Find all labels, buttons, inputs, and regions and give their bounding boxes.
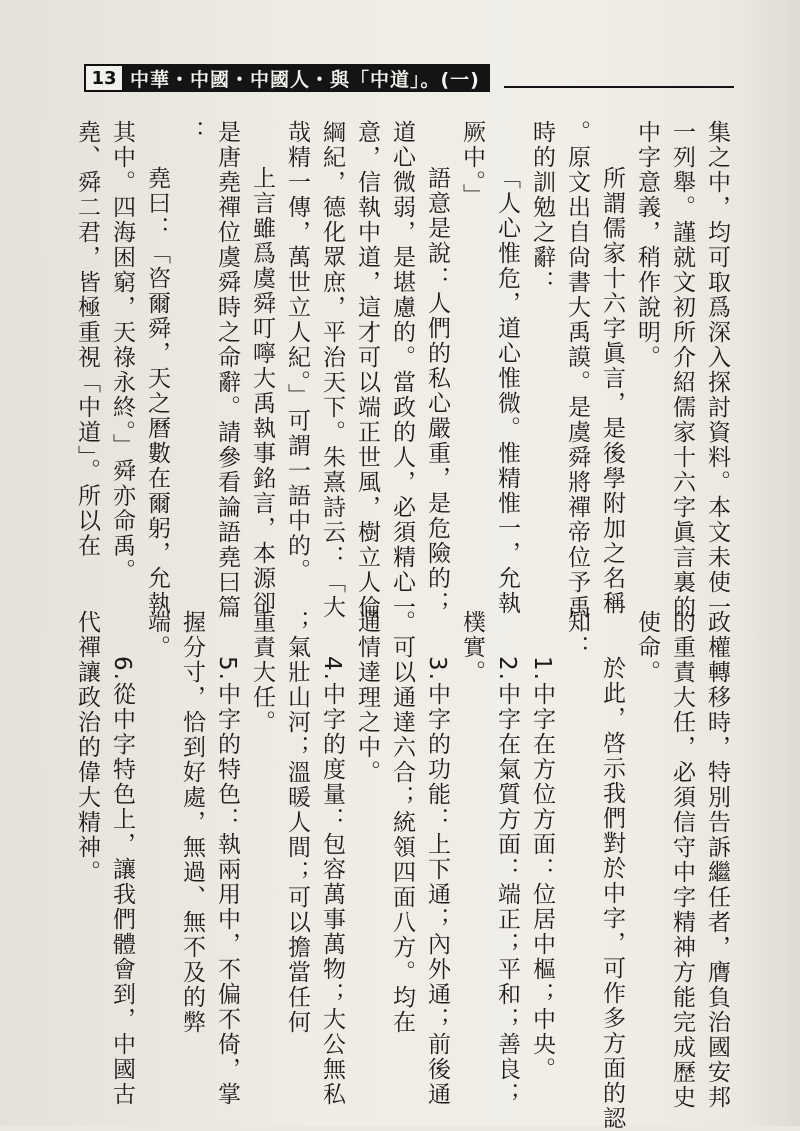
header-rule (504, 86, 734, 88)
list-item-continuation: 代禪讓政治的偉大精神。 (74, 610, 100, 885)
text-line: 一列舉。謹就文初所介紹儒家十六字眞言裏的 (669, 120, 695, 620)
list-item: 3.中字的功能：上下通；內外通；前後通 (424, 656, 450, 1107)
text-line: 的重責大任，必須信守中字精神方能完成歷史 (669, 610, 695, 1110)
text-line: 集之中，均可取爲深入探討資料。本文未使一 (704, 120, 730, 620)
list-item-continuation: 通情達理之中。 (354, 610, 380, 785)
list-item-continuation: ；氣壯山河；溫暖人間；可以擔當任何 (284, 610, 310, 1035)
list-item-continuation: 握分寸，恰到好處，無過、無不及的弊 (179, 610, 205, 1035)
text-line: 道心微弱，是堪慮的。當政的人，必須精心一 (389, 120, 415, 620)
text-line: 時的訓勉之辭： (529, 120, 555, 295)
quote-line: 「人心惟危，道心惟微。惟精惟一，允執 (494, 166, 520, 616)
text-line: 上言雖爲虞舜叮嚀大禹執事銘言，本源卻 (249, 166, 275, 616)
text-line: 是唐堯禪位虞舜時之命辭。請參看論語堯曰篇 (214, 120, 240, 620)
list-item: 2.中字在氣質方面：端正；平和；善良； (494, 656, 520, 1107)
quote-line: 堯曰：「咨爾舜，天之曆數在爾躬，允執 (144, 166, 170, 616)
page-number: 13 (84, 64, 124, 92)
list-item: 1.中字在方位方面：位居中樞；中央。 (529, 656, 555, 1082)
text-line: 綱紀，德化眾庶，平治天下。朱熹詩云：「大 (319, 120, 345, 620)
text-line: 政權轉移時，特別告訴繼任者，膺負治國安邦 (704, 610, 730, 1110)
text-line: 意，信執中道，這才可以端正世風，樹立人倫 (354, 120, 380, 620)
text-line: 於此，啓示我們對於中字，可作多方面的認 (599, 656, 625, 1131)
text-line: 語意是說：人們的私心嚴重，是危險的； (424, 166, 450, 616)
list-item: 5.中字的特色：執兩用中，不偏不倚，掌 (214, 656, 240, 1107)
chapter-title: 中華・中國・中國人・與「中道」。(一) (124, 64, 490, 92)
list-item-continuation: 重責大任。 (249, 610, 275, 735)
text-line: 所謂儒家十六字眞言，是後學附加之名稱 (599, 166, 625, 616)
list-item-continuation: 。可以通達六合；統領四面八方。均在 (389, 610, 415, 1035)
quote-line: 其中。四海困窮，天祿永終。」舜亦命禹。 (109, 120, 135, 584)
page-edge-shadow (740, 0, 800, 1126)
list-item: 6.從中字特色上，讓我們體會到，中國古 (109, 656, 135, 1107)
text-line: 哉精一傳，萬世立人紀。」可謂一語中的。 (284, 120, 310, 584)
text-line: 中字意義，稍作說明。 (634, 120, 660, 370)
text-line: 使命。 (634, 610, 660, 685)
text-line: 堯、舜二君，皆極重視「中道」。所以在 (74, 120, 100, 559)
list-item: 4.中字的度量：包容萬事萬物；大公無私 (319, 656, 345, 1107)
list-item-continuation: 端。 (144, 610, 170, 660)
running-header (84, 58, 734, 92)
quote-line: 厥中。」 (459, 120, 485, 209)
text-line: 知： (564, 610, 590, 660)
list-item-continuation: 樸實。 (459, 610, 485, 685)
text-line: 。原文出自尙書大禹謨。是虞舜將禪帝位予禹 (564, 120, 590, 620)
text-line: ： (179, 120, 205, 145)
